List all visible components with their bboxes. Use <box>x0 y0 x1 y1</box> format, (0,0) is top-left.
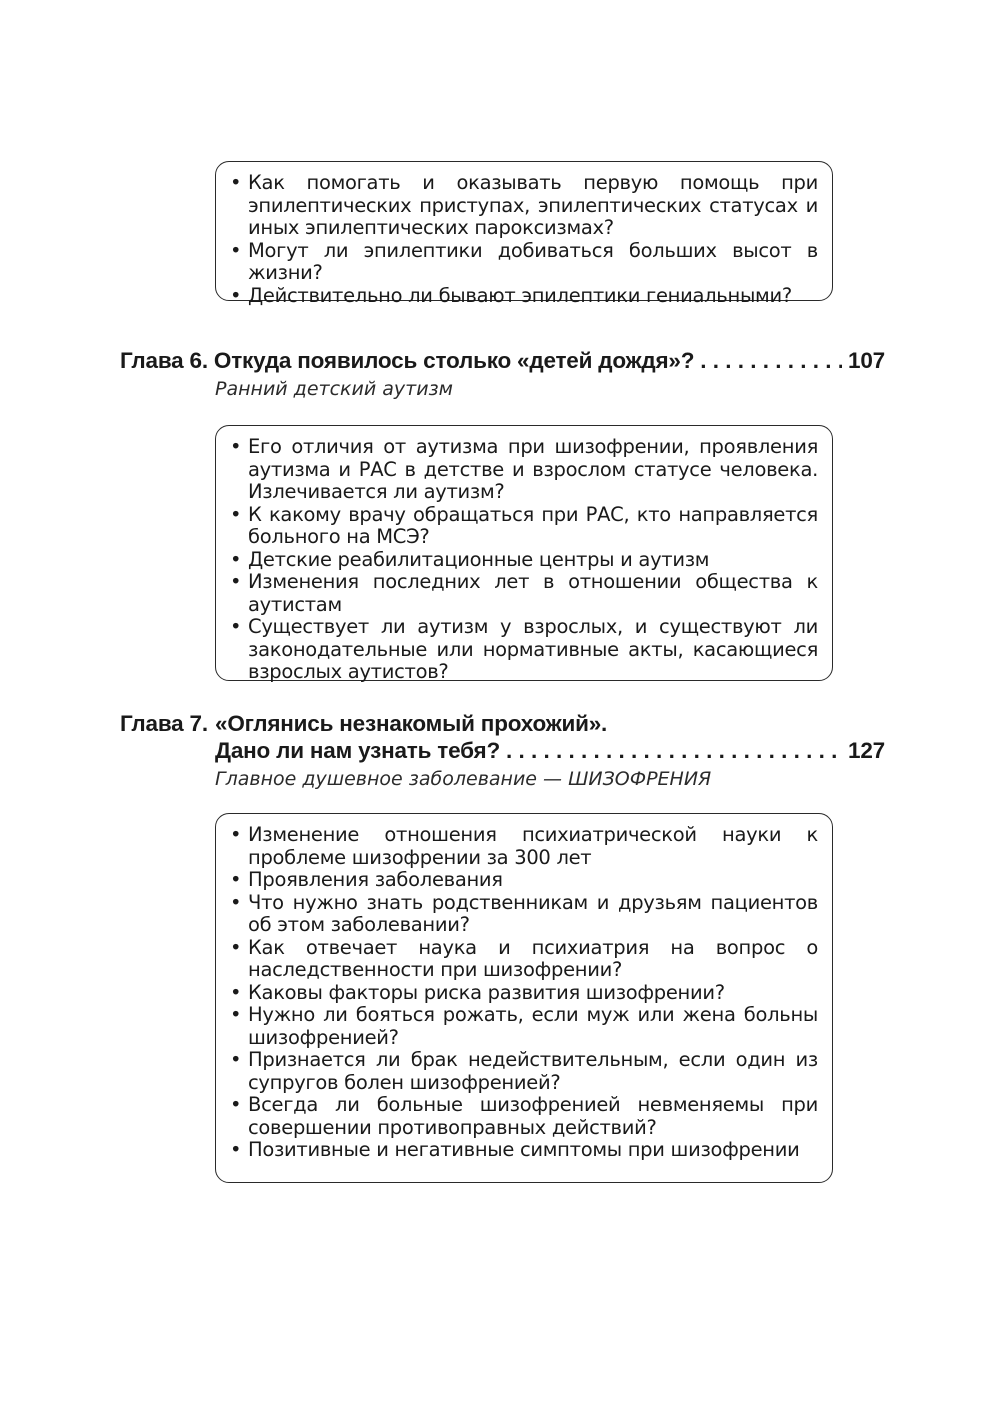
chapter-label: Глава 7. <box>120 711 208 736</box>
list-item: • Изменения последних лет в отношении общества к аутистам <box>228 571 818 616</box>
list-item: • Как помогать и оказывать первую помощь при эпилептических приступах, эпилептических статусах и иных эпилептических пароксизмах? <box>228 172 818 240</box>
topics-box-schizophrenia <box>215 813 833 1183</box>
topics-list <box>228 824 818 1162</box>
chapter-title: Откуда появилось столько «детей дождя»? <box>213 348 695 373</box>
list-item: • Позитивные и негативные симптомы при шизофрении <box>228 1139 818 1162</box>
page-number: 127 <box>848 738 885 763</box>
chapter-subtitle: Ранний детский аутизм <box>215 378 453 400</box>
dot-leader <box>506 737 842 764</box>
list-item: • Существует ли аутизм у взрослых, и существуют ли законодательные или нормативные акты, касающиеся взрослых аутистов? <box>228 616 818 684</box>
list-item: • Признается ли брак недействительным, если один из супругов болен шизофренией? <box>228 1049 818 1094</box>
list-item: • Каковы факторы риска развития шизофрении? <box>228 982 818 1005</box>
chapter-subtitle: Главное душевное заболевание — ШИЗОФРЕНИЯ <box>215 768 712 790</box>
topics-list <box>228 436 818 684</box>
toc-entry-chapter-7[interactable] <box>120 710 885 792</box>
list-item: • Как отвечает наука и психиатрия на вопрос о наследственности при шизофрении? <box>228 937 818 982</box>
chapter-title-line-2: Дано ли нам узнать тебя? <box>215 738 501 763</box>
page-number: 107 <box>848 348 885 373</box>
list-item: • Его отличия от аутизма при шизофрении, проявления аутизма и РАС в детстве и взрослом статусе человека. Излечивается ли аутизм? <box>228 436 818 504</box>
dot-leader <box>700 347 842 374</box>
list-item: • Детские реабилитационные центры и аутизм <box>228 549 818 572</box>
list-item: • Всегда ли больные шизофренией невменяемы при совершении противоправных действий? <box>228 1094 818 1139</box>
list-item: • Нужно ли бояться рожать, если муж или жена больны шизофренией? <box>228 1004 818 1049</box>
list-item: • Изменение отношения психиатрической науки к проблеме шизофрении за 300 лет <box>228 824 818 869</box>
list-item: • К какому врачу обращаться при РАС, кто направляется больного на МСЭ? <box>228 504 818 549</box>
chapter-title-line-1: «Оглянись незнакомый прохожий». <box>215 711 608 736</box>
topics-list <box>228 172 818 307</box>
toc-entry-chapter-6[interactable] <box>120 347 885 402</box>
list-item: • Действительно ли бывают эпилептики гениальными? <box>228 285 818 308</box>
topics-box-autism <box>215 425 833 681</box>
list-item: • Проявления заболевания <box>228 869 818 892</box>
list-item: • Что нужно знать родственникам и друзьям пациентов об этом заболевании? <box>228 892 818 937</box>
topics-box-epilepsy <box>215 161 833 307</box>
list-item: • Могут ли эпилептики добиваться больших высот в жизни? <box>228 240 818 285</box>
chapter-label: Глава 6. <box>120 348 208 373</box>
